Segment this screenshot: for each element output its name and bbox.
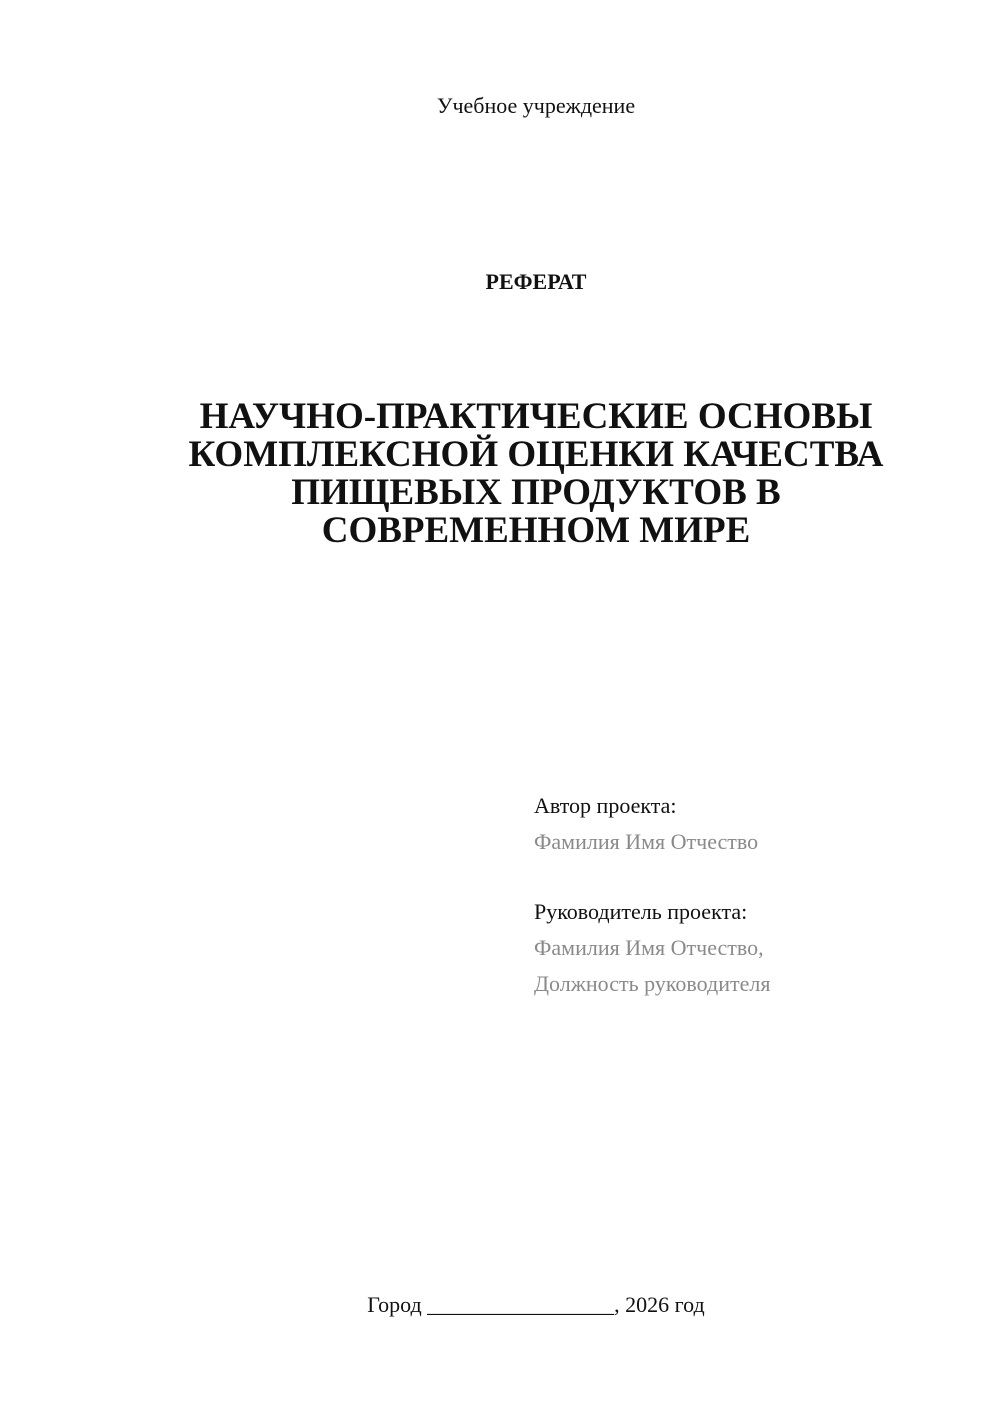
document-type: РЕФЕРАТ (485, 269, 587, 294)
title-line: СОВРЕМЕННОМ МИРЕ (321, 510, 751, 551)
title-line: КОМПЛЕКСНОЙ ОЦЕНКИ КАЧЕСТВА (188, 434, 884, 475)
title-line: ПИЩЕВЫХ ПРОДУКТОВ В (291, 472, 781, 513)
city-year-footer: Город _________________, 2026 год (367, 1292, 705, 1317)
supervisor-label: Руководитель проекта: (534, 899, 748, 924)
signature-spacer (534, 860, 974, 894)
signature-block (534, 788, 974, 1002)
institution-name: Учебное учреждение (436, 93, 636, 118)
supervisor-position: Должность руководителя (534, 971, 771, 996)
title-line: НАУЧНО-ПРАКТИЧЕСКИЕ ОСНОВЫ (199, 396, 873, 437)
author-name: Фамилия Имя Отчество (534, 829, 759, 854)
document-title (0, 398, 1000, 550)
supervisor-name: Фамилия Имя Отчество, (534, 935, 764, 960)
author-label: Автор проекта: (534, 793, 677, 818)
